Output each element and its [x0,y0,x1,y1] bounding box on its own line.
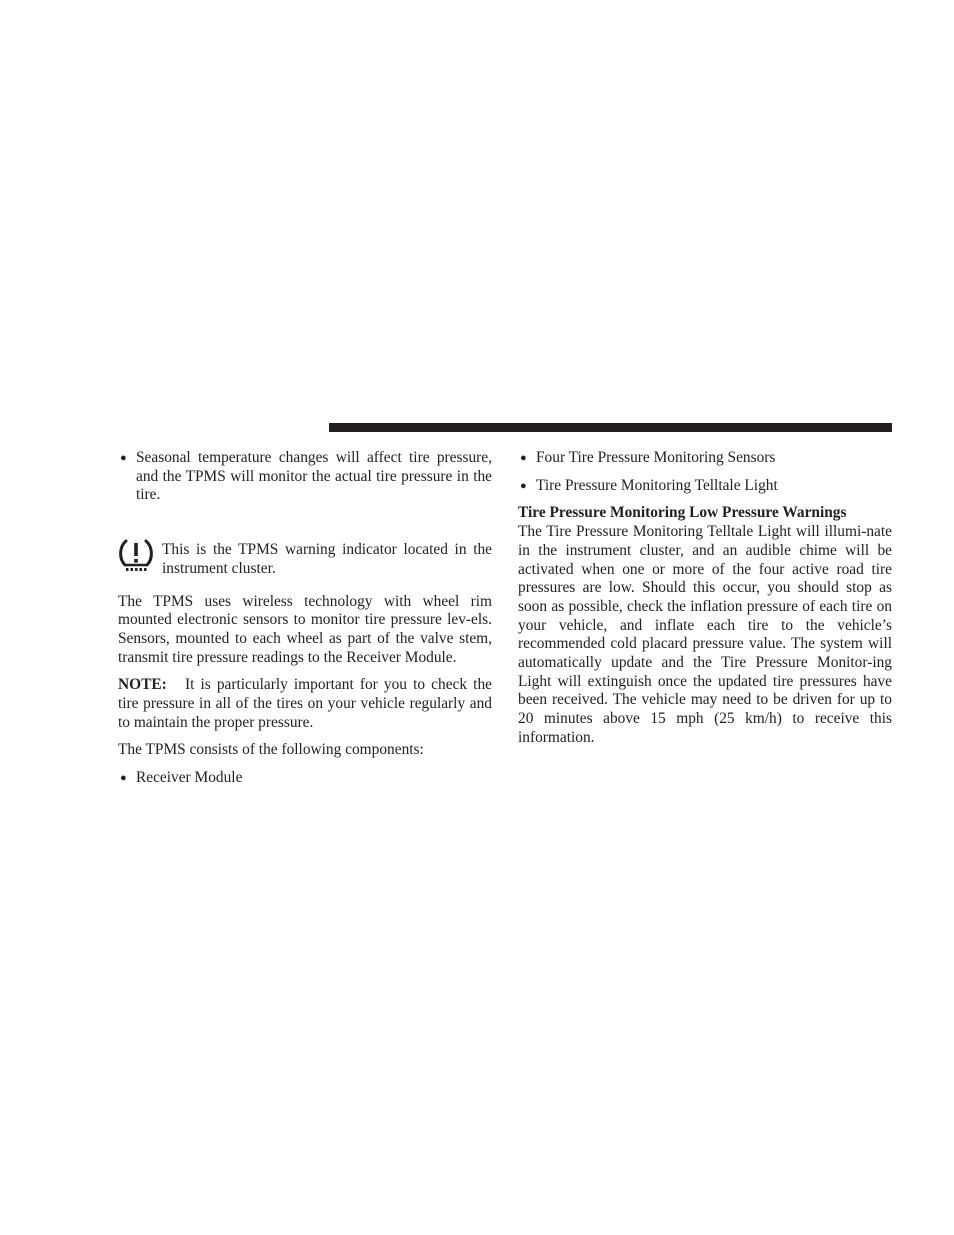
paragraph-components: The TPMS consists of the following components: [118,741,424,759]
indicator-text: This is the TPMS warning indicator located in the instrument cluster. [162,541,492,577]
list-item-telltale [518,477,892,496]
header-rule [329,423,892,432]
bullet-icon: ● [120,452,127,464]
right-column [518,449,892,748]
note-text: It is particularly important for you to check the tire pressure in all of the tires on your vehicle regularly and to maintain the proper pressure. [118,676,492,731]
paragraph-warning: The Tire Pressure Monitoring Telltale Light will illumi-nate in the instrument cluster, and an audible chime will be activated when one or more of the four active road tire pressures are low. Should this occur, you should stop as soon as possible, check the inflation pressure of each tire on your vehicle, and inflate each tire to the vehicle’s recommended cold placard pressure value. The system will automatically update and the Tire Pressure Monitor-ing Light will extinguish once the updated tire pressures have been received. The vehicle may need to be driven for up to 20 minutes above 15 mph (25 km/h) to receive this information. [518,523,892,746]
note-paragraph [118,676,492,732]
tpms-indicator-note [118,541,492,578]
left-column [118,449,492,788]
bullet-icon: ● [520,452,527,464]
note-label: NOTE: [118,676,167,694]
section-heading: Tire Pressure Monitoring Low Pressure Warnings [518,504,847,522]
list-item-text: Seasonal temperature changes will affect tire pressure, and the TPMS will monitor the actual tire pressure in the tire. [136,449,492,504]
list-item-text: Four Tire Pressure Monitoring Sensors [536,449,776,466]
paragraph-wireless: The TPMS uses wireless technology with wheel rim mounted electronic sensors to monitor tire pressure lev-els. Sensors, mounted to each wheel as part of the valve stem, transmit tire pressure readings to the Receiver Module. [118,592,492,666]
list-item-sensors [518,449,892,468]
tpms-warning-icon [118,537,154,573]
list-item-text: Tire Pressure Monitoring Telltale Light [536,476,778,494]
bullet-icon: ● [520,479,527,492]
list-item-seasonal [118,449,492,505]
list-item-text: Receiver Module [136,769,243,787]
bullet-icon: ● [120,772,127,785]
list-item-receiver [118,769,492,788]
